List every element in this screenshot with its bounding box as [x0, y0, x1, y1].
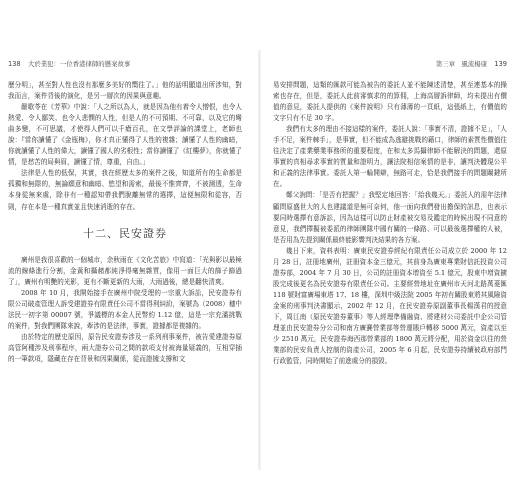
paragraph: 鄭父詢問：「是否有把握？」我堅定地回答：「給我幾天。」委託人的需年法律顧問原盛世大的人也建議道是無可奈何，他一面向我們發出擔保的訊息，也表示要同時選擇有意訴訟，因為這樣可以防止財產被交易及鑑定的時候出現不同意的意見，我們擇擬被委派的律師團隊中國有關的一條路、可以最後選擇權的人被，是否用為先提到關係最終能影響判決結果的各方案。: [273, 191, 507, 244]
paragraph: 廣州是我很喜歡的一個城市，余秋雨在《文化苦旅》中寫道：「光與影以最極流的線條進行分割，金黃和攝赭都純淨得毫無雜質，像用一面巨大的篩子篩過了」，廣州有明艷的光影，更有不斷更新的大雨，大雨過後，總是翻快清爽。: [8, 255, 242, 286]
book-gutter: [258, 50, 261, 470]
left-page: [8, 58, 242, 468]
right-running-title: 第三章 風流楊康: [435, 60, 487, 68]
right-page-header: [273, 58, 507, 70]
paragraph: 歷分明」，甚至對人性也沒有那麼多美好的嚮往了。」他的話明顯道出所涉知，對我而言，案件背後的演化，是另一層次的因果與意趣。: [8, 81, 242, 101]
left-page-number: 138: [8, 60, 21, 68]
left-page-body: [8, 80, 242, 365]
left-page-header: [8, 58, 242, 70]
paragraph: 由於特定的歷史原因，原告民安證券涉及一系列刑事案件，被告愛建證券原高管阿種涉及刑事程序，兩大證券公司之間的款項支付被海量疑義的，互相穿插的一筆款項，隱藏在存在背景和因果關係，從而證據支撐和文: [8, 332, 242, 363]
paragraph: 易安排問題，這類的匯款可能為被告的委託人並不能陳述清楚，甚至連基本的操索也存在，但是，委託人此前審慎求的的算佣，上海高層訴律師，均未提出有價值的意見，委託人提供的《案件說明》只有薄薄的一頁紙，這張紙上，有價值的文字只有不足 30 字。: [273, 81, 507, 123]
right-page: [273, 58, 507, 468]
paragraph: 嚴歌苓在《芳華》中說：「人之所以為人，就是因為他有着令人憎恨，也令人熱愛、令人鄙笑、也令人悲憫的人性，但是人的不可預期、不可靠，以及它的彎曲多變，不可思議，才使得人們可以千瘡百孔，在文學評論的課堂上，老師也說：『當你讀懂了《金瓶梅》，你才真正懂得了人性的複雜；讀懂了人性的幽暗，你就讀懂了人性的偉大，讀懂了國人的劣根性；當你讀懂了《紅樓夢》，你就懂了情，是愁苦的局與眉，讀懂了情，尊重，自由。」: [8, 103, 242, 167]
paragraph: 法律是人性的低保，其實，我在經歷太多的案件之後，知道所有的生命都是孤獨和無際的，無論願意和幽暗、慾望和需索，最後不惟齊齊，不被測透，生命本身從無來處，除非有一種認知帶我們脫離無常的選擇，這便無限和從容，否則，存在本是一種真實並且快速消逝的存在。: [8, 169, 242, 211]
paragraph: 幾日下來，資料表明：廣東民安證券經紀有限責任公司成立於 2000 年 12 月 28 日，註冊地廣州，註冊資本金三億元，其前身為廣東專業財信託投資公司證券部，2004 年 7 月 30 日，公司的註冊資本增資至 5.1 億元，股東中增資擴股完成後更名為民安證券有限責任公司。主要經營地址在廣州市天河北路萬菱匯 118 號財富廣場東塔 17、18 樓，深圳中級法院 2005 年初有關股東將其風險資金案的刑事判決書顯示，2002 年 12 月，在民安證券原副董事長楊漢君的授意下，周江南（原民安證券董事）等人經理準備融資、將建材公司委託中企公司管理並由民安證券分公司和南方廣賽營業部等營運賬戶轉移 5000 萬元，資產以至少 2510 萬元，民安證券海西那營業部的 1800 萬元將分配，用於資金以往的營業部的民安負責人控制的資產公司，2005 年 6 月起，民安證券持續被政府部門行政監管，同時開始了前進處分的損毀。: [273, 246, 507, 366]
right-page-number: 139: [494, 60, 507, 68]
section-heading: 十二、民安證券: [83, 226, 167, 240]
paragraph: 我們有太多的理由不接這樣的案件，委託人說：「事實不清，證據不足」，「人手不足，案件棘手」，是事實，但不能成為逃避挑戰的藉口，律師的素質性價值往往決定了產業藥業事務所的重要程度，在和太多馬攝律師不能解決的問題，還原事實的真相尋求事實的質量和證明力，讓法院相信案情的是非，讓判決體現公平和正義的法律事實。委託人第一輪開辯，無路可走，恰是我們接手的問題關鍵所在。: [273, 125, 507, 189]
right-page-body: [273, 80, 507, 367]
left-running-title: 大於業犯：一位香港律師的懸案故事: [28, 60, 131, 68]
paragraph: 2008 年 10 月，我開始接手在廣州中院受理的一宗重大訴訟，民安證券有限公司破產管理人訴受建證券有限責任公司不當得利糾紛，案號為（2008）穗中法民一初字第 00007 號，爭議標的本金人民幣約 1.12 億，這是一宗充滿挑戰的案件，對我們團隊來說，牽涉的是法律，事實，證據都是複雜的。: [8, 288, 242, 330]
